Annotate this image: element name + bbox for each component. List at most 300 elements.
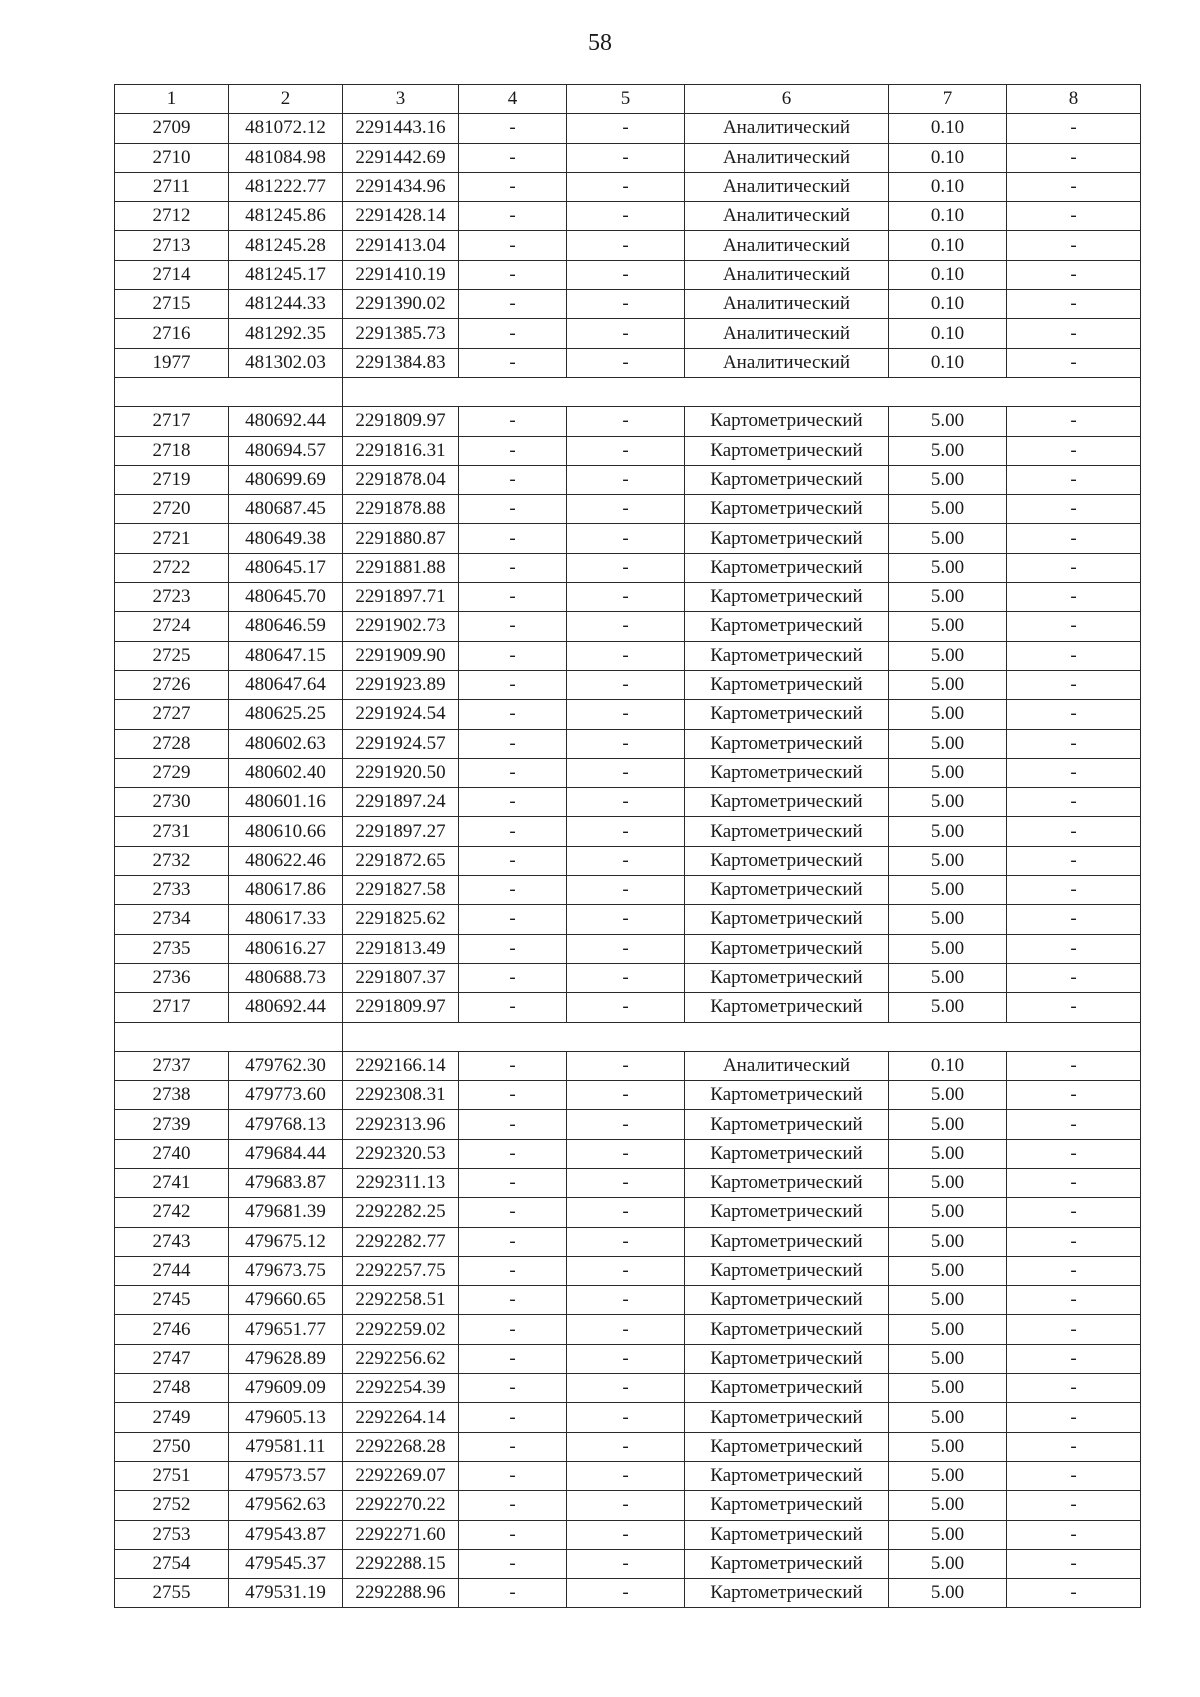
table-cell: 5.00 xyxy=(889,963,1007,992)
table-cell: 0.10 xyxy=(889,1051,1007,1080)
table-row xyxy=(115,788,1141,817)
table-cell: - xyxy=(567,1549,685,1578)
table-cell: Картометрический xyxy=(685,1168,889,1197)
table-cell: - xyxy=(459,1549,567,1578)
table-cell: Картометрический xyxy=(685,495,889,524)
table-cell: 5.00 xyxy=(889,788,1007,817)
table-row xyxy=(115,993,1141,1022)
table-cell: 2743 xyxy=(115,1227,229,1256)
table-cell: 0.10 xyxy=(889,202,1007,231)
table-cell: 2724 xyxy=(115,612,229,641)
table-cell: - xyxy=(459,1110,567,1139)
table-cell: 479543.87 xyxy=(229,1520,343,1549)
table-cell: 2291827.58 xyxy=(343,876,459,905)
table-cell: 2718 xyxy=(115,436,229,465)
table-cell: 480622.46 xyxy=(229,846,343,875)
table-cell: 2291872.65 xyxy=(343,846,459,875)
table-cell: 480625.25 xyxy=(229,700,343,729)
table-cell: 2292268.28 xyxy=(343,1432,459,1461)
empty-cell xyxy=(459,1022,567,1051)
table-row xyxy=(115,963,1141,992)
table-cell: - xyxy=(567,1081,685,1110)
table-cell: Картометрический xyxy=(685,1315,889,1344)
empty-cell xyxy=(567,1022,685,1051)
table-cell: Картометрический xyxy=(685,993,889,1022)
table-cell: Картометрический xyxy=(685,1579,889,1608)
table-cell: - xyxy=(459,963,567,992)
table-row xyxy=(115,114,1141,143)
table-cell: 479531.19 xyxy=(229,1579,343,1608)
table-cell: - xyxy=(567,1315,685,1344)
table-cell: 0.10 xyxy=(889,260,1007,289)
table-cell: 480699.69 xyxy=(229,465,343,494)
table-cell: - xyxy=(459,1051,567,1080)
table-row xyxy=(115,1286,1141,1315)
table-cell: 2291428.14 xyxy=(343,202,459,231)
table-cell: 5.00 xyxy=(889,1403,1007,1432)
table-cell: - xyxy=(459,114,567,143)
table-cell: Картометрический xyxy=(685,1374,889,1403)
table-cell: 2291434.96 xyxy=(343,172,459,201)
table-cell: 5.00 xyxy=(889,1227,1007,1256)
table-cell: - xyxy=(1007,260,1141,289)
table-cell: 2291897.27 xyxy=(343,817,459,846)
table-cell: - xyxy=(567,553,685,582)
table-cell: 5.00 xyxy=(889,1432,1007,1461)
table-cell: - xyxy=(567,114,685,143)
table-cell: 2291920.50 xyxy=(343,758,459,787)
table-cell: 480602.40 xyxy=(229,758,343,787)
table-cell: - xyxy=(459,641,567,670)
table-cell: 481245.17 xyxy=(229,260,343,289)
table-row xyxy=(115,612,1141,641)
table-cell: Картометрический xyxy=(685,788,889,817)
header-row xyxy=(115,85,1141,114)
table-cell: - xyxy=(567,524,685,553)
table-cell: 2717 xyxy=(115,993,229,1022)
table-cell: Картометрический xyxy=(685,1081,889,1110)
table-cell: - xyxy=(1007,1403,1141,1432)
table-cell: 2291924.57 xyxy=(343,729,459,758)
table-cell: 0.10 xyxy=(889,143,1007,172)
table-row xyxy=(115,1110,1141,1139)
table-cell: - xyxy=(1007,729,1141,758)
table-cell: - xyxy=(1007,1286,1141,1315)
table-cell: 2741 xyxy=(115,1168,229,1197)
table-cell: - xyxy=(1007,290,1141,319)
table-cell: 5.00 xyxy=(889,817,1007,846)
table-cell: - xyxy=(567,846,685,875)
table-cell: - xyxy=(567,1051,685,1080)
table-cell: 2733 xyxy=(115,876,229,905)
table-cell: Картометрический xyxy=(685,553,889,582)
table-cell: 5.00 xyxy=(889,758,1007,787)
table-cell: - xyxy=(1007,172,1141,201)
table-row xyxy=(115,1491,1141,1520)
table-cell: 5.00 xyxy=(889,670,1007,699)
table-cell: 480649.38 xyxy=(229,524,343,553)
empty-cell xyxy=(685,377,889,406)
table-cell: - xyxy=(1007,553,1141,582)
table-cell: Картометрический xyxy=(685,407,889,436)
table-cell: - xyxy=(459,495,567,524)
table-cell: 5.00 xyxy=(889,1168,1007,1197)
table-cell: - xyxy=(1007,1520,1141,1549)
table-cell: - xyxy=(567,612,685,641)
table-cell: 2292258.51 xyxy=(343,1286,459,1315)
table-cell: 2292282.25 xyxy=(343,1198,459,1227)
table-cell: 2731 xyxy=(115,817,229,846)
table-cell: 2714 xyxy=(115,260,229,289)
table-cell: 2291881.88 xyxy=(343,553,459,582)
table-cell: Картометрический xyxy=(685,612,889,641)
table-cell: - xyxy=(459,1491,567,1520)
table-cell: Картометрический xyxy=(685,1461,889,1490)
table-cell: Картометрический xyxy=(685,1227,889,1256)
table-cell: 2747 xyxy=(115,1344,229,1373)
table-row xyxy=(115,1374,1141,1403)
empty-cell xyxy=(229,377,343,406)
table-cell: 481245.28 xyxy=(229,231,343,260)
table-cell: 2750 xyxy=(115,1432,229,1461)
table-row xyxy=(115,1432,1141,1461)
table-cell: 2716 xyxy=(115,319,229,348)
table-cell: 480610.66 xyxy=(229,817,343,846)
table-header xyxy=(115,85,1141,114)
table-cell: 5.00 xyxy=(889,1139,1007,1168)
table-cell: 5.00 xyxy=(889,553,1007,582)
table-cell: 480692.44 xyxy=(229,407,343,436)
table-cell: - xyxy=(459,290,567,319)
table-cell: 480617.33 xyxy=(229,905,343,934)
table-cell: - xyxy=(1007,202,1141,231)
table-cell: 2722 xyxy=(115,553,229,582)
table-cell: 2721 xyxy=(115,524,229,553)
table-cell: 479545.37 xyxy=(229,1549,343,1578)
table-cell: - xyxy=(1007,114,1141,143)
table-cell: 479573.57 xyxy=(229,1461,343,1490)
table-cell: 5.00 xyxy=(889,1081,1007,1110)
table-cell: - xyxy=(1007,1579,1141,1608)
table-cell: - xyxy=(459,436,567,465)
table-cell: Картометрический xyxy=(685,1491,889,1520)
table-row xyxy=(115,553,1141,582)
table-row xyxy=(115,1461,1141,1490)
table-row xyxy=(115,407,1141,436)
table-cell: 5.00 xyxy=(889,1110,1007,1139)
empty-cell xyxy=(459,377,567,406)
table-row xyxy=(115,143,1141,172)
empty-cell xyxy=(343,377,459,406)
table-cell: 2291410.19 xyxy=(343,260,459,289)
table-cell: 481245.86 xyxy=(229,202,343,231)
table-cell: 2292313.96 xyxy=(343,1110,459,1139)
table-cell: 5.00 xyxy=(889,1198,1007,1227)
table-cell: - xyxy=(1007,436,1141,465)
table-cell: 5.00 xyxy=(889,1579,1007,1608)
table-cell: 480692.44 xyxy=(229,993,343,1022)
table-cell: Картометрический xyxy=(685,1403,889,1432)
table-cell: 479675.12 xyxy=(229,1227,343,1256)
table-cell: Картометрический xyxy=(685,1520,889,1549)
table-cell: 2719 xyxy=(115,465,229,494)
table-cell: 2728 xyxy=(115,729,229,758)
table-cell: - xyxy=(1007,876,1141,905)
table-row xyxy=(115,290,1141,319)
table-cell: 0.10 xyxy=(889,348,1007,377)
table-cell: 2751 xyxy=(115,1461,229,1490)
table-cell: 479762.30 xyxy=(229,1051,343,1080)
table-cell: 2292254.39 xyxy=(343,1374,459,1403)
table-cell: - xyxy=(459,319,567,348)
table-cell: 2292256.62 xyxy=(343,1344,459,1373)
table-cell: 2735 xyxy=(115,934,229,963)
table-cell: - xyxy=(459,934,567,963)
table-cell: 0.10 xyxy=(889,172,1007,201)
table-cell: 2291825.62 xyxy=(343,905,459,934)
table-cell: - xyxy=(567,876,685,905)
table-row xyxy=(115,817,1141,846)
table-cell: 5.00 xyxy=(889,993,1007,1022)
table-cell: Картометрический xyxy=(685,758,889,787)
table-body xyxy=(115,114,1141,1608)
table-cell: 479609.09 xyxy=(229,1374,343,1403)
table-cell: Аналитический xyxy=(685,202,889,231)
table-cell: - xyxy=(567,348,685,377)
table-cell: - xyxy=(459,583,567,612)
table-row xyxy=(115,1198,1141,1227)
table-cell: - xyxy=(459,905,567,934)
table-cell: 2739 xyxy=(115,1110,229,1139)
table-cell: 480687.45 xyxy=(229,495,343,524)
table-cell: 479683.87 xyxy=(229,1168,343,1197)
table-cell: - xyxy=(567,934,685,963)
table-cell: 5.00 xyxy=(889,934,1007,963)
table-cell: 480645.70 xyxy=(229,583,343,612)
table-cell: - xyxy=(1007,934,1141,963)
table-cell: - xyxy=(1007,143,1141,172)
table-cell: Картометрический xyxy=(685,1139,889,1168)
table-row xyxy=(115,202,1141,231)
table-cell: - xyxy=(459,1579,567,1608)
table-cell: - xyxy=(567,1344,685,1373)
table-cell: 2292270.22 xyxy=(343,1491,459,1520)
table-cell: 2291878.04 xyxy=(343,465,459,494)
table-row xyxy=(115,1549,1141,1578)
table-cell: - xyxy=(459,1168,567,1197)
table-cell: 2709 xyxy=(115,114,229,143)
table-cell: - xyxy=(1007,1374,1141,1403)
empty-cell xyxy=(343,1022,459,1051)
table-cell: Картометрический xyxy=(685,583,889,612)
table-cell: Картометрический xyxy=(685,817,889,846)
table-cell: Аналитический xyxy=(685,143,889,172)
table-row xyxy=(115,1520,1141,1549)
table-cell: - xyxy=(567,1520,685,1549)
table-cell: 5.00 xyxy=(889,436,1007,465)
table-cell: - xyxy=(459,143,567,172)
table-cell: 1977 xyxy=(115,348,229,377)
table-cell: 2744 xyxy=(115,1256,229,1285)
table-cell: 2292288.15 xyxy=(343,1549,459,1578)
table-cell: Аналитический xyxy=(685,114,889,143)
table-cell: 0.10 xyxy=(889,231,1007,260)
table-cell: 2753 xyxy=(115,1520,229,1549)
table-cell: Аналитический xyxy=(685,1051,889,1080)
table-cell: 2715 xyxy=(115,290,229,319)
table-cell: - xyxy=(1007,1081,1141,1110)
table-cell: 481222.77 xyxy=(229,172,343,201)
table-cell: Картометрический xyxy=(685,1110,889,1139)
table-cell: 480694.57 xyxy=(229,436,343,465)
table-cell: 5.00 xyxy=(889,465,1007,494)
table-row xyxy=(115,1256,1141,1285)
table-cell: - xyxy=(567,172,685,201)
table-cell: - xyxy=(567,1227,685,1256)
table-cell: - xyxy=(1007,1139,1141,1168)
table-cell: 5.00 xyxy=(889,905,1007,934)
column-header: 8 xyxy=(1007,85,1141,114)
table-cell: - xyxy=(459,846,567,875)
table-cell: Картометрический xyxy=(685,1286,889,1315)
empty-cell xyxy=(567,377,685,406)
table-cell: 479605.13 xyxy=(229,1403,343,1432)
table-cell: - xyxy=(567,1432,685,1461)
table-cell: 2292257.75 xyxy=(343,1256,459,1285)
table-cell: - xyxy=(1007,1051,1141,1080)
table-cell: 5.00 xyxy=(889,700,1007,729)
table-cell: - xyxy=(567,670,685,699)
table-cell: 2291909.90 xyxy=(343,641,459,670)
table-cell: 2754 xyxy=(115,1549,229,1578)
table-cell: - xyxy=(1007,993,1141,1022)
column-header: 5 xyxy=(567,85,685,114)
table-cell: Картометрический xyxy=(685,1198,889,1227)
table-cell: 2734 xyxy=(115,905,229,934)
table-cell: 2291902.73 xyxy=(343,612,459,641)
table-cell: 2292288.96 xyxy=(343,1579,459,1608)
table-cell: 480601.16 xyxy=(229,788,343,817)
table-cell: - xyxy=(459,1256,567,1285)
table-cell: 5.00 xyxy=(889,641,1007,670)
table-cell: - xyxy=(1007,465,1141,494)
table-cell: - xyxy=(459,1344,567,1373)
table-cell: - xyxy=(1007,1344,1141,1373)
table-cell: 5.00 xyxy=(889,1520,1007,1549)
table-cell: 2749 xyxy=(115,1403,229,1432)
table-cell: 2291442.69 xyxy=(343,143,459,172)
table-cell: Аналитический xyxy=(685,172,889,201)
table-cell: - xyxy=(567,202,685,231)
table-cell: - xyxy=(567,758,685,787)
table-cell: - xyxy=(567,436,685,465)
table-row xyxy=(115,1139,1141,1168)
table-cell: 2726 xyxy=(115,670,229,699)
table-row xyxy=(115,700,1141,729)
table-cell: - xyxy=(567,290,685,319)
table-row xyxy=(115,729,1141,758)
table-cell: 480647.15 xyxy=(229,641,343,670)
table-cell: 2292282.77 xyxy=(343,1227,459,1256)
table-cell: - xyxy=(1007,348,1141,377)
column-header: 6 xyxy=(685,85,889,114)
table-cell: 2725 xyxy=(115,641,229,670)
table-cell: - xyxy=(1007,758,1141,787)
table-cell: 5.00 xyxy=(889,495,1007,524)
table-cell: - xyxy=(1007,524,1141,553)
table-row xyxy=(115,465,1141,494)
table-cell: Аналитический xyxy=(685,290,889,319)
table-cell: Картометрический xyxy=(685,905,889,934)
table-cell: - xyxy=(1007,1432,1141,1461)
table-cell: - xyxy=(459,993,567,1022)
table-cell: - xyxy=(1007,1256,1141,1285)
table-row xyxy=(115,1403,1141,1432)
table-cell: - xyxy=(459,260,567,289)
table-cell: 481292.35 xyxy=(229,319,343,348)
table-cell: 480602.63 xyxy=(229,729,343,758)
table-row xyxy=(115,641,1141,670)
table-cell: 2755 xyxy=(115,1579,229,1608)
table-cell: - xyxy=(1007,495,1141,524)
table-cell: 481072.12 xyxy=(229,114,343,143)
table-cell: 480617.86 xyxy=(229,876,343,905)
table-cell: - xyxy=(567,1579,685,1608)
table-cell: 480646.59 xyxy=(229,612,343,641)
table-cell: - xyxy=(459,1227,567,1256)
table-cell: 481084.98 xyxy=(229,143,343,172)
table-cell: - xyxy=(459,1432,567,1461)
table-cell: - xyxy=(1007,641,1141,670)
table-cell: - xyxy=(567,817,685,846)
table-cell: 480645.17 xyxy=(229,553,343,582)
table-cell: - xyxy=(567,641,685,670)
column-header: 1 xyxy=(115,85,229,114)
table-cell: 5.00 xyxy=(889,1315,1007,1344)
table-cell: 479773.60 xyxy=(229,1081,343,1110)
table-cell: 2292311.13 xyxy=(343,1168,459,1197)
table-cell: 479660.65 xyxy=(229,1286,343,1315)
table-cell: - xyxy=(567,319,685,348)
table-cell: - xyxy=(459,231,567,260)
table-cell: - xyxy=(1007,1110,1141,1139)
empty-cell xyxy=(1007,1022,1141,1051)
table-cell: - xyxy=(459,1315,567,1344)
empty-cell xyxy=(685,1022,889,1051)
table-cell: - xyxy=(459,524,567,553)
table-cell: Картометрический xyxy=(685,524,889,553)
table-cell: 2292166.14 xyxy=(343,1051,459,1080)
table-cell: 0.10 xyxy=(889,319,1007,348)
table-cell: - xyxy=(459,202,567,231)
table-cell: - xyxy=(459,817,567,846)
table-row xyxy=(115,583,1141,612)
table-cell: - xyxy=(567,729,685,758)
table-cell: 2748 xyxy=(115,1374,229,1403)
table-cell: 2720 xyxy=(115,495,229,524)
table-row xyxy=(115,348,1141,377)
table-cell: 2292259.02 xyxy=(343,1315,459,1344)
table-cell: 2291813.49 xyxy=(343,934,459,963)
table-cell: 480647.64 xyxy=(229,670,343,699)
table-cell: 5.00 xyxy=(889,729,1007,758)
table-cell: 5.00 xyxy=(889,1374,1007,1403)
table-cell: - xyxy=(567,231,685,260)
table-cell: - xyxy=(459,1286,567,1315)
table-cell: 2713 xyxy=(115,231,229,260)
table-cell: 2752 xyxy=(115,1491,229,1520)
table-row xyxy=(115,1227,1141,1256)
